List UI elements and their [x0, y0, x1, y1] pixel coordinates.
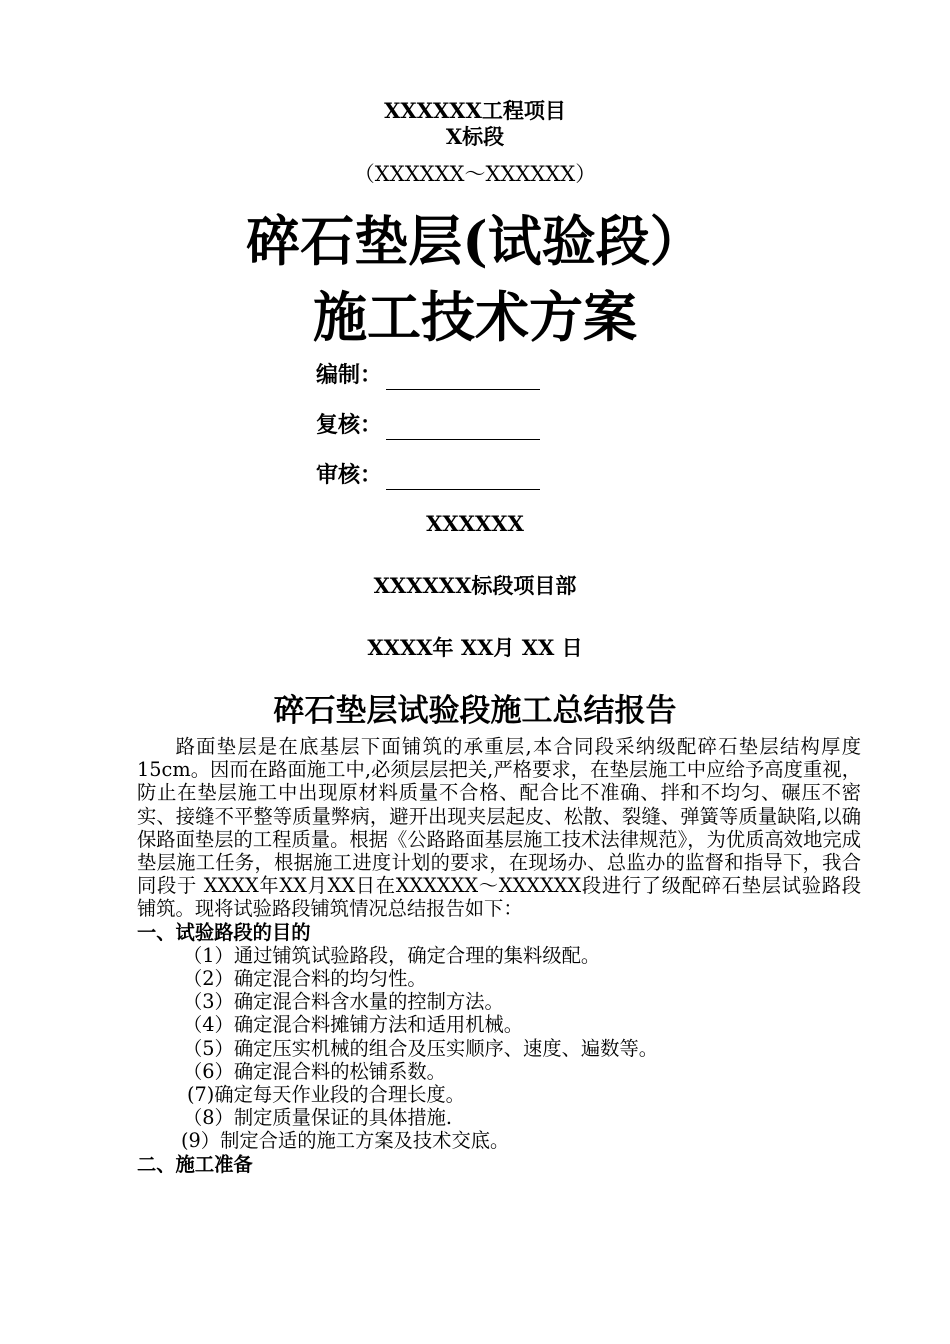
sign-review — [316, 410, 540, 440]
sign-compile-blank — [386, 367, 540, 390]
project-name: XXXXXX工程项目 — [384, 98, 566, 123]
project-heading — [0, 98, 950, 150]
section-heading-purpose: 一、试验路段的目的 — [137, 920, 311, 944]
section-heading-preparation: 二、施工准备 — [137, 1152, 253, 1176]
list-item: (7)确定每天作业段的合理长度。 — [187, 1083, 465, 1107]
cover-date: XXXX年 XX月 XX 日 — [367, 635, 583, 660]
bid-section: X标段 — [445, 124, 505, 149]
list-item: （3）确定混合料含水量的控制方法。 — [183, 990, 504, 1014]
list-item: （5）确定压实机械的组合及压实顺序、速度、遍数等。 — [183, 1036, 659, 1060]
sign-review-blank — [386, 417, 540, 440]
project-department: XXXXXX标段项目部 — [373, 573, 577, 598]
sign-audit — [316, 460, 540, 490]
list-item: （1）通过铺筑试验路段，确定合理的集料级配。 — [183, 943, 601, 967]
sign-review-label: 复核： — [316, 412, 383, 438]
chainage-range: （XXXXXX～XXXXXX） — [353, 162, 597, 186]
intro-paragraph: 路面垫层是在底基层下面铺筑的承重层,本合同段采纳级配碎石垫层结构厚度15cm。因而在路面施工中,必须层层把关,严格要求，在垫层施工中应给予高度重视，防止在垫层施工中出现原材料质量不合格、配合比不准确、拌和不均匀、碾压不密实、接缝不平整等质量弊病，避开出现夹层起皮、松散、裂缝、弹簧等质量缺陷,以确保路面垫层的工程质量。根据《公路路面基层施工技术法律规范》，为优质高效地完成垫层施工任务，根据施工进度计划的要求，在现场办、总监办的监督和指导下，我合同段于 XXXX年XX月XX日在XXXXXX～XXXXXX段进行了级配碎石垫层试验路段铺筑。现将试验路段铺筑情况总结报告如下： — [137, 735, 861, 921]
organization-name: XXXXXX — [426, 511, 524, 536]
list-item: (9）制定合适的施工方案及技术交底。 — [181, 1129, 510, 1153]
list-item: （8）制定质量保证的具体措施. — [183, 1106, 453, 1130]
cover-title-line1: 碎石垫层(试验段） — [246, 209, 704, 273]
report-title: 碎石垫层试验段施工总结报告 — [273, 693, 677, 729]
report-body — [137, 735, 861, 1176]
sign-compile-label: 编制： — [316, 362, 383, 388]
list-item: （6）确定混合料的松铺系数。 — [183, 1059, 446, 1083]
sign-audit-label: 审核： — [316, 462, 383, 488]
cover-title-line2: 施工技术方案 — [313, 285, 637, 349]
list-item: （4）确定混合料摊铺方法和适用机械。 — [183, 1013, 524, 1037]
sign-audit-blank — [386, 467, 540, 490]
sign-compile — [316, 360, 540, 390]
list-item: （2）确定混合料的均匀性。 — [183, 967, 427, 991]
